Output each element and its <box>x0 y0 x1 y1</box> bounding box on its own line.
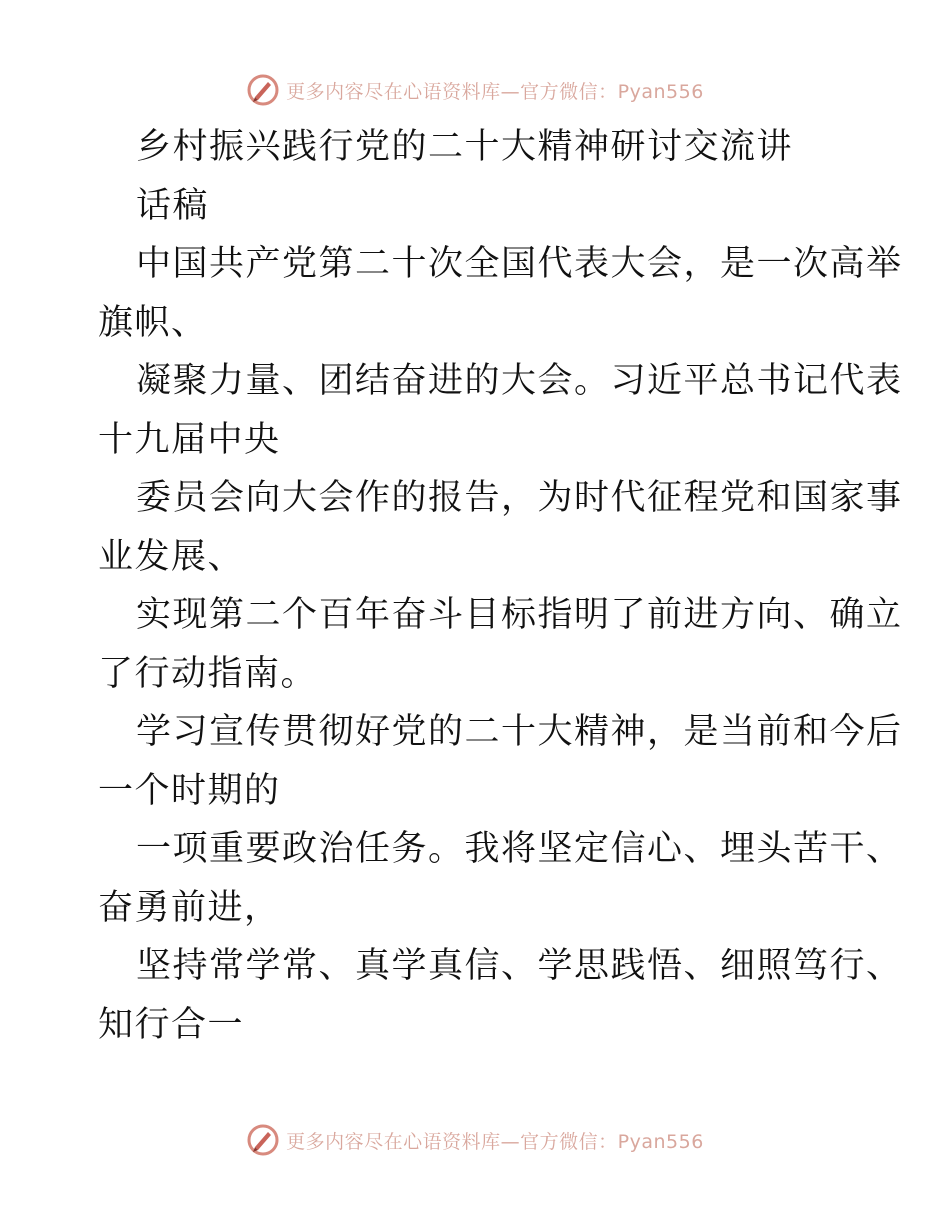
watermark-text: 更多内容尽在心语资料库—官方微信：Pyan556 <box>286 80 704 103</box>
watermark-banner-bottom <box>0 1120 950 1160</box>
text-line: 旗帜、 <box>98 302 208 343</box>
watermark-text: 更多内容尽在心语资料库—官方微信：Pyan556 <box>286 1130 704 1153</box>
text-line: 实现第二个百年奋斗目标指明了前进方向、确立 <box>136 595 903 635</box>
text-line: 奋勇前进， <box>98 887 281 928</box>
watermark-banner-top <box>0 70 950 110</box>
text-line: 知行合一 <box>98 1004 245 1045</box>
text-line: 凝聚力量、团结奋进的大会。习近平总书记代表 <box>136 361 903 401</box>
text-line: 十九届中央 <box>98 419 281 460</box>
text-line: 委员会向大会作的报告，为时代征程党和国家事 <box>136 478 903 518</box>
text-line: 一个时期的 <box>98 770 281 811</box>
text-line: 了行动指南。 <box>98 653 318 694</box>
text-line: 乡村振兴践行党的二十大精神研讨交流讲 <box>136 127 794 167</box>
document-body <box>98 118 903 1054</box>
pen-logo-icon <box>246 1123 280 1157</box>
text-line: 话稿 <box>136 185 210 226</box>
text-line: 业发展、 <box>98 536 245 577</box>
text-line: 学习宣传贯彻好党的二十大精神，是当前和今后 <box>136 712 903 752</box>
text-line: 中国共产党第二十次全国代表大会，是一次高举 <box>136 244 903 284</box>
text-line: 一项重要政治任务。我将坚定信心、埋头苦干、 <box>136 829 903 869</box>
pen-logo-icon <box>246 73 280 107</box>
text-line: 坚持常学常、真学真信、学思践悟、细照笃行、 <box>136 946 903 986</box>
